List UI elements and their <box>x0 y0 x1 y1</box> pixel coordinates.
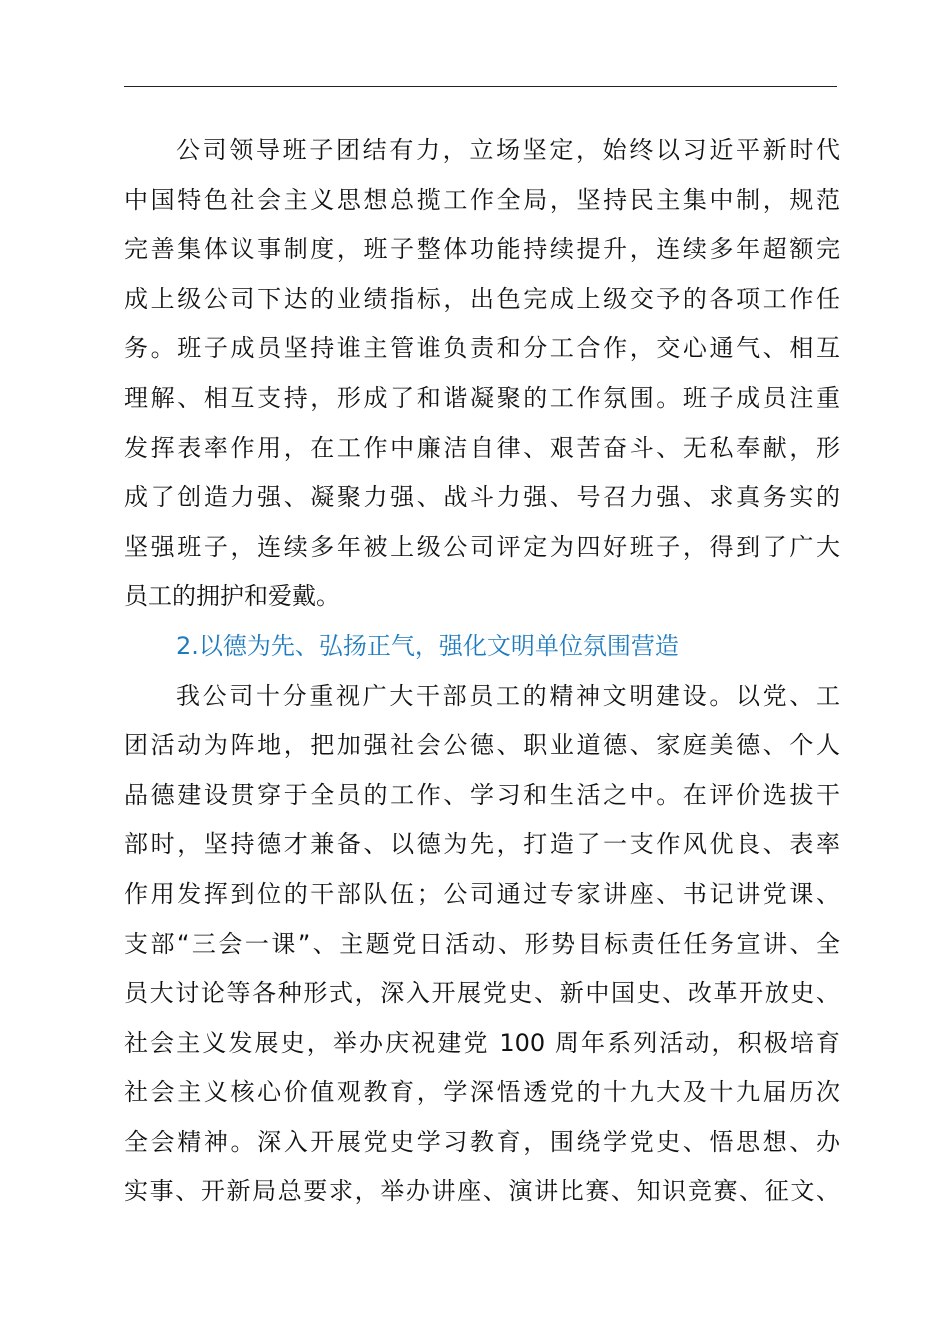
paragraph-line: 实事、开新局总要求，举办讲座、演讲比赛、知识竞赛、征文、 <box>124 1177 840 1206</box>
paragraph-line: 员大讨论等各种形式，深入开展党史、新中国史、改革开放史、 <box>124 979 840 1008</box>
paragraph-line: 社会主义发展史，举办庆祝建党 100 周年系列活动，积极培育 <box>124 1028 840 1057</box>
paragraph-line: 成了创造力强、凝聚力强、战斗力强、号召力强、求真务实的 <box>124 483 840 512</box>
paragraph-line: 理解、相互支持，形成了和谐凝聚的工作氛围。班子成员注重 <box>124 383 840 412</box>
paragraph-line: 中国特色社会主义思想总揽工作全局，坚持民主集中制，规范 <box>124 185 840 214</box>
paragraph-line: 务。班子成员坚持谁主管谁负责和分工合作，交心通气、相互 <box>124 334 840 363</box>
paragraph-line: 员工的拥护和爱戴。 <box>124 582 340 611</box>
paragraph-line: 作用发挥到位的干部队伍；公司通过专家讲座、书记讲党课、 <box>124 879 840 908</box>
header-rule <box>124 86 837 87</box>
paragraph-line: 社会主义核心价值观教育，学深悟透党的十九大及十九届历次 <box>124 1078 840 1107</box>
paragraph-line: 公司领导班子团结有力，立场坚定，始终以习近平新时代 <box>176 136 840 164</box>
paragraph-line: 部时，坚持德才兼备、以德为先，打造了一支作风优良、表率 <box>124 830 840 859</box>
paragraph-line: 坚强班子，连续多年被上级公司评定为四好班子，得到了广大 <box>124 532 840 561</box>
paragraph-line: 完善集体议事制度，班子整体功能持续提升，连续多年超额完 <box>124 235 840 264</box>
paragraph-line: 我公司十分重视广大干部员工的精神文明建设。以党、工 <box>176 681 840 710</box>
paragraph-line: 成上级公司下达的业绩指标，出色完成上级交予的各项工作任 <box>124 284 840 313</box>
paragraph-line: 团活动为阵地，把加强社会公德、职业道德、家庭美德、个人 <box>124 731 840 760</box>
paragraph-line: 发挥表率作用，在工作中廉洁自律、艰苦奋斗、无私奉献，形 <box>124 433 840 462</box>
document-body <box>124 126 840 1217</box>
paragraph-line: 全会精神。深入开展党史学习教育，围绕学党史、悟思想、办 <box>124 1127 840 1156</box>
paragraph-line: 品德建设贯穿于全员的工作、学习和生活之中。在评价选拔干 <box>124 780 840 809</box>
paragraph-line: 支部“三会一课”、主题党日活动、形势目标责任任务宣讲、全 <box>124 929 840 958</box>
section-heading: 2.以德为先、弘扬正气，强化文明单位氛围营造 <box>176 631 679 660</box>
